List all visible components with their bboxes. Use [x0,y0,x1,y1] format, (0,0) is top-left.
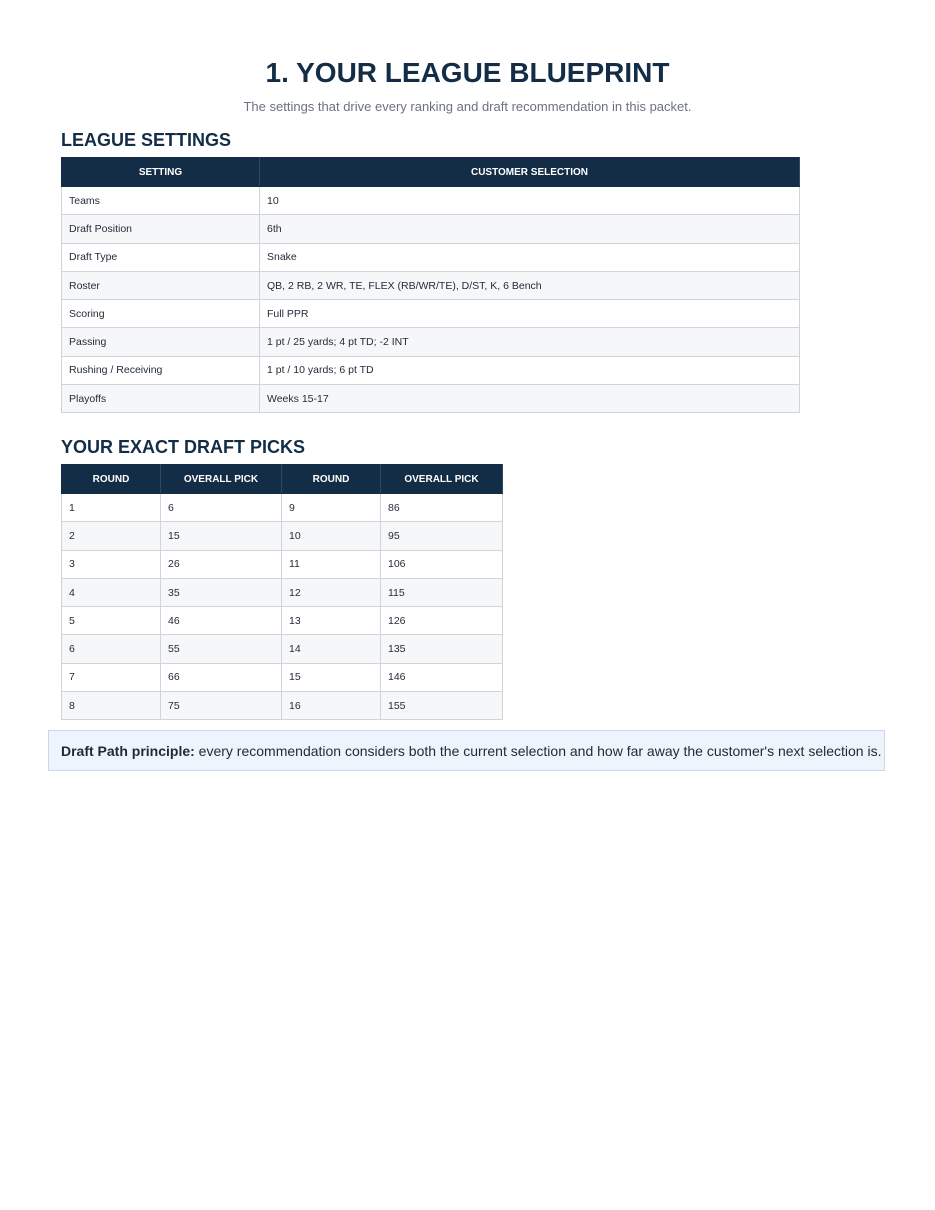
round-cell: 3 [62,550,161,578]
setting-name: Rushing / Receiving [62,356,260,384]
overall-pick-cell: 75 [161,692,282,720]
round-cell: 9 [282,494,381,522]
draft-picks-table [61,464,503,720]
page-subtitle: The settings that drive every ranking and draft recommendation in this packet. [243,99,692,114]
overall-pick-cell: 6 [161,494,282,522]
overall-pick-cell: 126 [381,607,503,635]
table-row [62,187,800,215]
column-header-overall-pick: OVERALL PICK [381,465,503,494]
column-header-round: ROUND [282,465,381,494]
setting-name: Roster [62,271,260,299]
table-row [62,385,800,413]
setting-value: QB, 2 RB, 2 WR, TE, FLEX (RB/WR/TE), D/ST, K, 6 Bench [260,271,800,299]
round-cell: 2 [62,522,161,550]
league-settings-heading: LEAGUE SETTINGS [61,130,232,150]
overall-pick-cell: 115 [381,578,503,606]
column-header-setting: SETTING [62,158,260,187]
draft-path-callout [48,730,885,771]
round-cell: 16 [282,692,381,720]
column-header-overall-pick: OVERALL PICK [161,465,282,494]
setting-value: 1 pt / 25 yards; 4 pt TD; -2 INT [260,328,800,356]
table-header-row [62,465,503,494]
overall-pick-cell: 66 [161,663,282,691]
setting-name: Passing [62,328,260,356]
table-row [62,692,503,720]
overall-pick-cell: 26 [161,550,282,578]
setting-value: 1 pt / 10 yards; 6 pt TD [260,356,800,384]
table-row [62,663,503,691]
round-cell: 6 [62,635,161,663]
setting-value: Snake [260,243,800,271]
callout-text: every recommendation considers both the current selection and how far away the customer's next selection is. [194,743,882,759]
round-cell: 13 [282,607,381,635]
round-cell: 15 [282,663,381,691]
overall-pick-cell: 15 [161,522,282,550]
table-row [62,522,503,550]
overall-pick-cell: 135 [381,635,503,663]
overall-pick-cell: 55 [161,635,282,663]
table-row [62,328,800,356]
setting-value: 6th [260,215,800,243]
table-row [62,215,800,243]
overall-pick-cell: 86 [381,494,503,522]
setting-name: Draft Position [62,215,260,243]
setting-value: 10 [260,187,800,215]
round-cell: 4 [62,578,161,606]
overall-pick-cell: 35 [161,578,282,606]
column-header-round: ROUND [62,465,161,494]
round-cell: 5 [62,607,161,635]
setting-name: Scoring [62,300,260,328]
setting-name: Playoffs [62,385,260,413]
column-header-customer-selection: CUSTOMER SELECTION [260,158,800,187]
round-cell: 10 [282,522,381,550]
setting-value: Weeks 15-17 [260,385,800,413]
round-cell: 11 [282,550,381,578]
overall-pick-cell: 95 [381,522,503,550]
table-row [62,271,800,299]
league-settings-table [61,157,800,413]
overall-pick-cell: 106 [381,550,503,578]
table-header-row [62,158,800,187]
overall-pick-cell: 146 [381,663,503,691]
round-cell: 12 [282,578,381,606]
overall-pick-cell: 46 [161,607,282,635]
callout-label: Draft Path principle: [61,743,195,759]
round-cell: 8 [62,692,161,720]
table-row [62,635,503,663]
round-cell: 7 [62,663,161,691]
table-row [62,607,503,635]
round-cell: 1 [62,494,161,522]
table-row [62,494,503,522]
setting-name: Draft Type [62,243,260,271]
round-cell: 14 [282,635,381,663]
table-row [62,356,800,384]
table-row [62,550,503,578]
draft-picks-heading: YOUR EXACT DRAFT PICKS [61,437,306,457]
table-row [62,300,800,328]
setting-name: Teams [62,187,260,215]
table-row [62,243,800,271]
setting-value: Full PPR [260,300,800,328]
page-title: 1. YOUR LEAGUE BLUEPRINT [265,57,670,88]
overall-pick-cell: 155 [381,692,503,720]
table-row [62,578,503,606]
